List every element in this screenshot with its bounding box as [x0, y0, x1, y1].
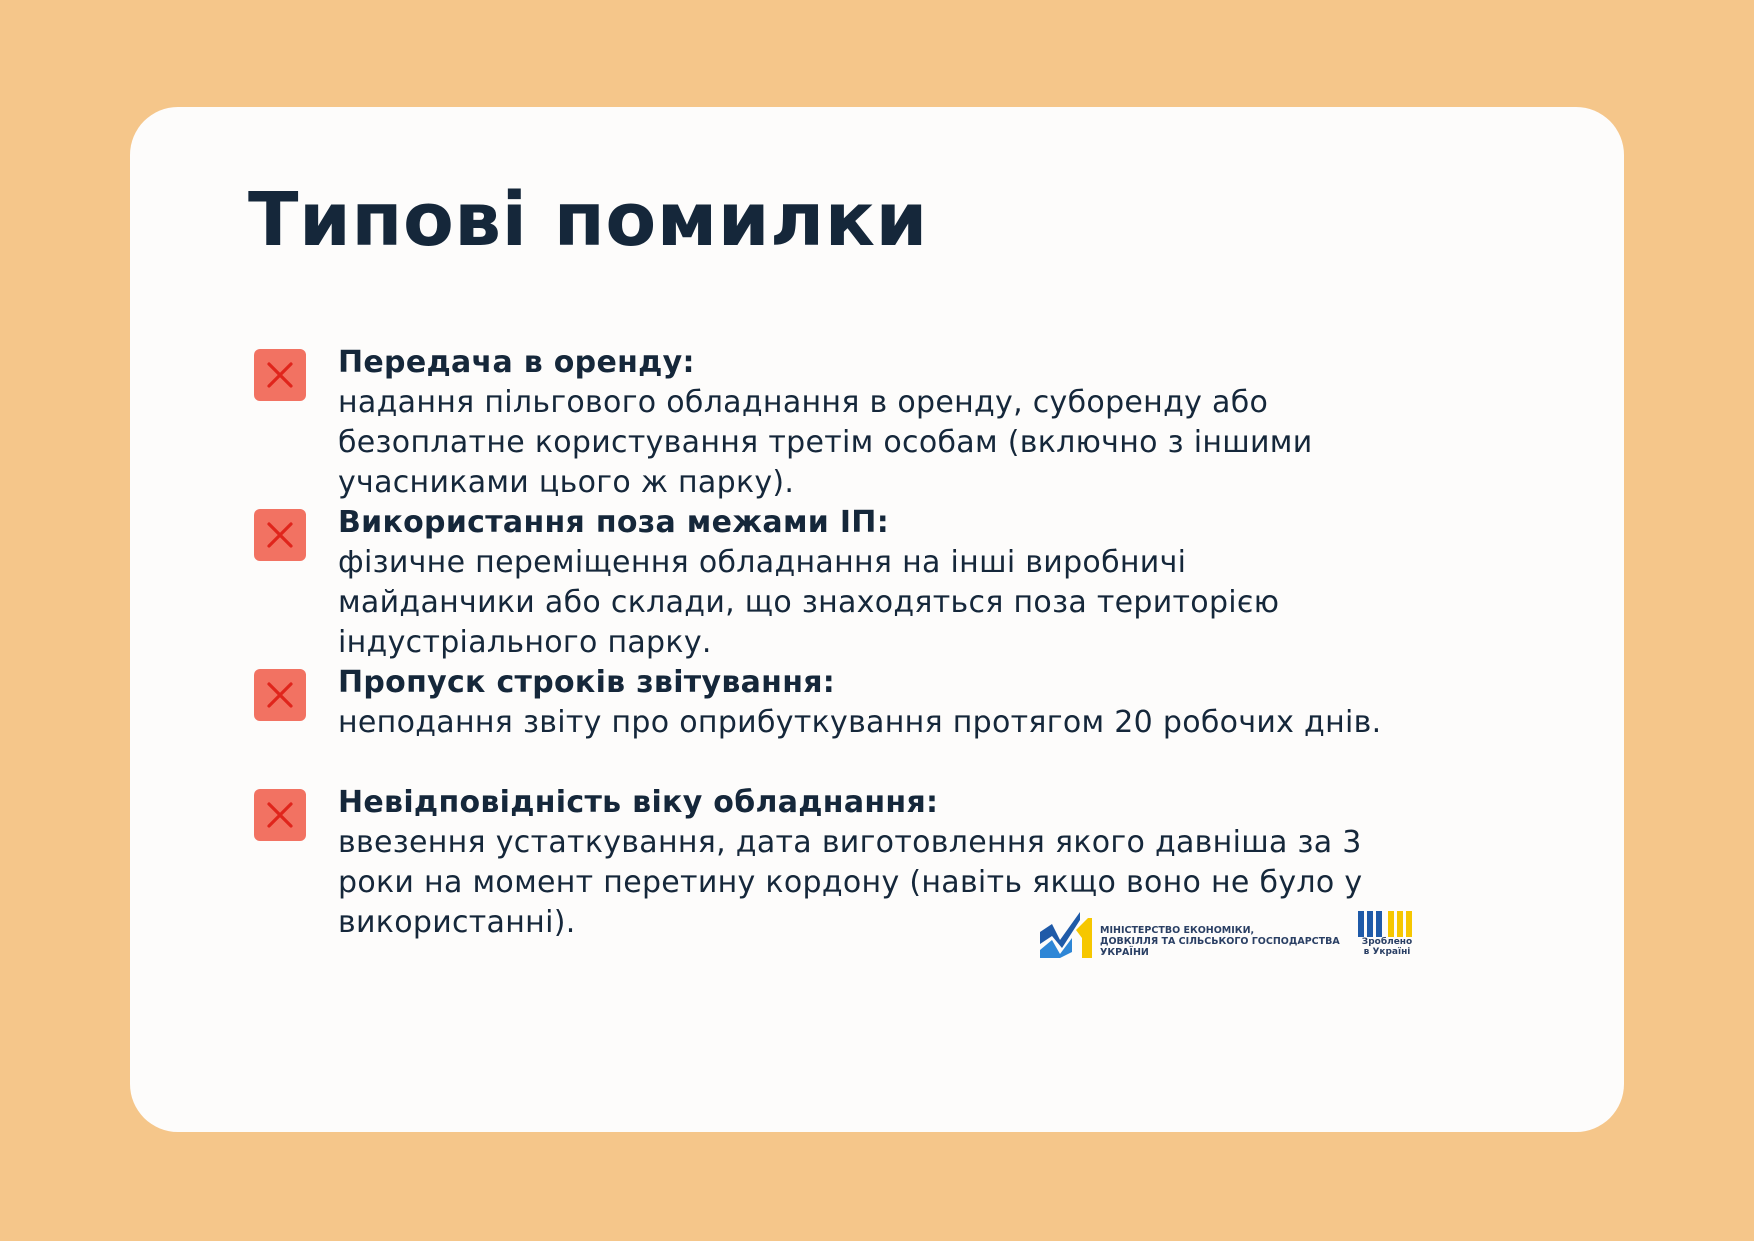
content-card [130, 107, 1624, 1132]
page-title: Типові помилки [248, 177, 928, 263]
list-item [254, 343, 1384, 503]
list-item [254, 503, 1384, 663]
cross-icon [254, 509, 306, 561]
mistake-title: Передача в оренду: [338, 345, 695, 380]
mistake-description: надання пільгового обладнання в оренду, суборенду або безоплатне користування третім особам (включно з іншими учасниками цього ж парку). [338, 385, 1313, 500]
mistake-description: фізичне переміщення обладнання на інші виробничі майданчики або склади, що знаходяться поза територією індустріального парку. [338, 545, 1280, 660]
cross-icon [254, 669, 306, 721]
mistake-title: Використання поза межами ІП: [338, 505, 890, 540]
mistake-description: ввезення устаткування, дата виготовлення якого давніша за 3 роки на момент перетину кордону (навіть якщо воно не було у використанні). [338, 825, 1363, 940]
cross-icon [254, 349, 306, 401]
made-in-ukraine-icon [1358, 911, 1418, 937]
mistake-description: неподання звіту про оприбуткування протягом 20 робочих днів. [338, 705, 1382, 740]
mistake-title: Пропуск строків звітування: [338, 665, 836, 700]
made-in-ukraine-badge [1355, 911, 1435, 957]
mistake-title: Невідповідність віку обладнання: [338, 785, 939, 820]
cross-icon [254, 789, 306, 841]
ministry-name: МІНІСТЕРСТВО ЕКОНОМІКИ, ДОВКІЛЛЯ ТА СІЛЬСЬКОГО ГОСПОДАРСТВА УКРАЇНИ [1100, 925, 1340, 958]
ministry-logo-icon [1038, 910, 1094, 960]
list-item [254, 663, 1384, 783]
ministry-logo-block [1038, 910, 1378, 960]
made-in-ukraine-text: Зроблено в Україні [1361, 937, 1413, 957]
mistakes-list [254, 343, 1384, 943]
